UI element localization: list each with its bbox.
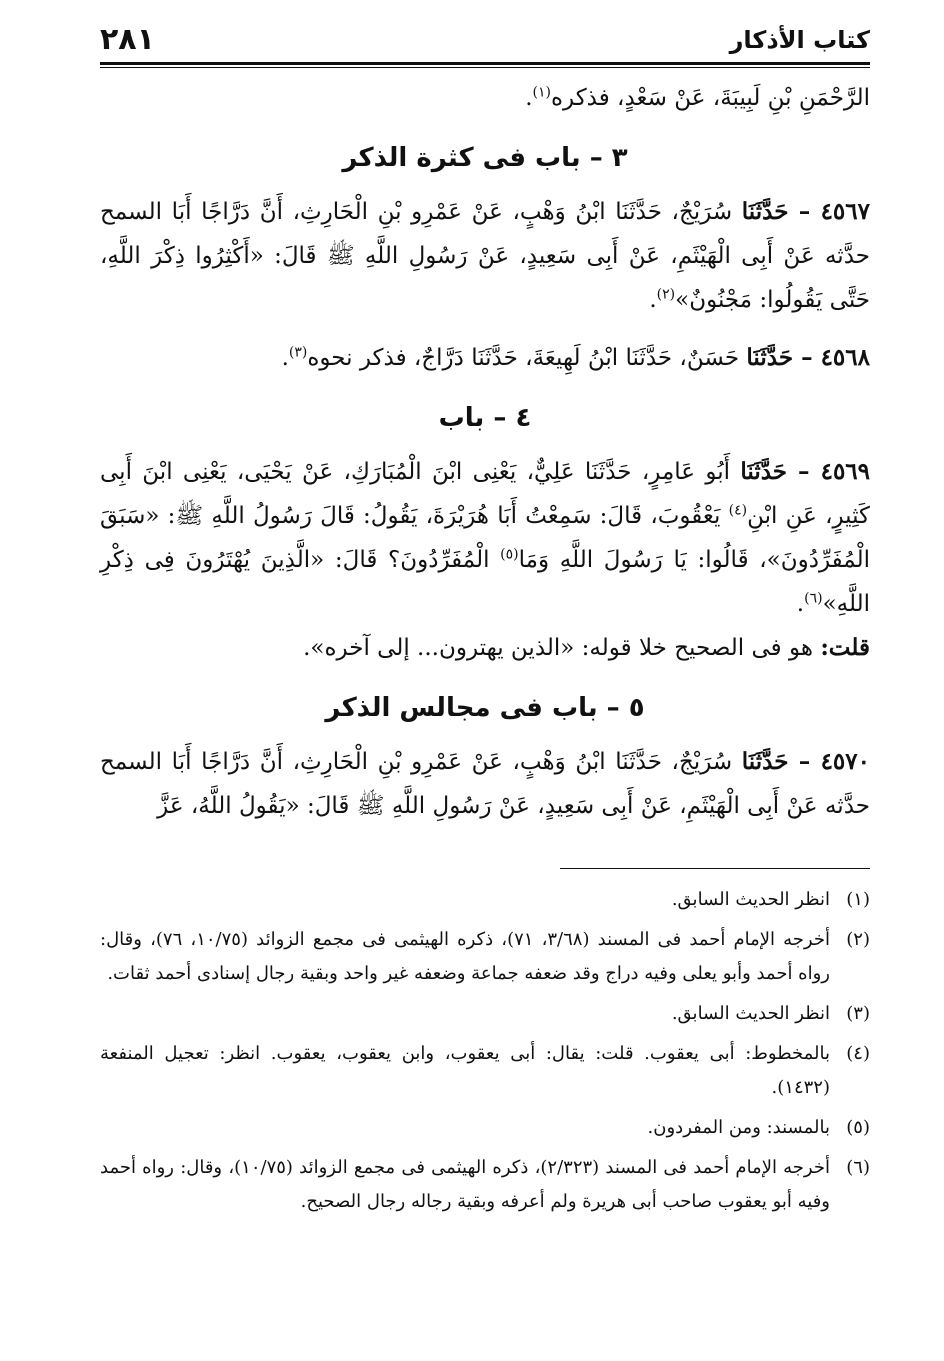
- footnote: [100, 1111, 870, 1145]
- main-text: [100, 76, 870, 828]
- hadith-text: أَبُو عَامِرٍ، حَدَّثَنَا عَلِيٌّ، يَعْنِى ابْنَ الْمُبَارَكِ، عَنْ يَحْيَى، يَعْنِى ابْنَ أَبِى كَثِيرٍ، عَنِ ابْنِ: [100, 459, 871, 529]
- hadith-paragraph: ٤٥٦٩ – حَدَّثَنَا أَبُو عَامِرٍ، حَدَّثَنَا عَلِيٌّ، يَعْنِى ابْنَ الْمُبَارَكِ، عَنْ يَحْيَى، يَعْنِى ابْنَ أَبِى كَثِيرٍ، عَنِ ابْنِ$^{(٤)}$ يَعْقُوبَ، قَالَ: سَمِعْتُ أَبَا هُرَيْرَةَ، يَقُولُ: قَالَ رَسُولُ اللَّهِ ﷺ: «سَبَقَ الْمُفَرِّدُونَ»، قَالُوا: يَا رَسُولَ اللَّهِ وَمَا$^{(٥)}$ الْمُفَرِّدُونَ؟ قَالَ: «الَّذِينَ يُهْتَرُونَ فِى ذِكْرِ اللَّهِ»$^{(٦)}$.: [100, 458, 871, 617]
- footnote-number: (٢): [846, 929, 870, 950]
- footnote-ref[interactable]: (٣): [288, 344, 308, 361]
- footnote-number: (٥): [846, 1117, 870, 1138]
- hadith-number: ٤٥٧٠ – حَدَّثَنَا: [741, 748, 870, 775]
- hadith-paragraph: ٤٥٦٧ – حَدَّثَنَا سُرَيْجٌ، حَدَّثَنَا ابْنُ وَهْبٍ، عَنْ عَمْرِو بْنِ الْحَارِثِ، أَنَّ دَرَّاجًا أَبَا السمح حدَّثه عَنْ أَبِى الْهَيْثَمِ، عَنْ أَبِى سَعِيدٍ، عَنْ رَسُولِ اللَّهِ ﷺ قَالَ: «أَكْثِرُوا ذِكْرَ اللَّهِ، حَتَّى يَقُولُوا: مَجْنُونٌ»$^{(٢)}$.: [100, 198, 870, 313]
- footnote-ref[interactable]: (١): [532, 84, 551, 101]
- footnote: [100, 1151, 870, 1219]
- footnote-number: (١): [846, 889, 870, 910]
- footnote-ref[interactable]: (٤): [728, 502, 748, 519]
- footnote: [100, 883, 870, 917]
- hadith-paragraph: [100, 740, 870, 828]
- footnote-text: بالمسند: ومن المفردون.: [647, 1117, 830, 1138]
- hadith-paragraph: ٤٥٦٨ – حَدَّثَنَا حَسَنٌ، حَدَّثَنَا ابْنُ لَهِيعَةَ، حَدَّثَنَا دَرَّاجٌ، فذكر نحوه$^{(٣)}$.: [281, 344, 870, 371]
- chapter-heading: ٣ – باب فى كثرة الذكر: [342, 143, 628, 173]
- footnote-ref[interactable]: (٦): [804, 590, 823, 607]
- footnote-number: (٣): [846, 1003, 870, 1024]
- page-number: ٢٨١: [100, 22, 155, 57]
- hadith-text: يَعْقُوبَ، قَالَ: سَمِعْتُ أَبَا هُرَيْرَةَ، يَقُولُ: قَالَ رَسُولُ اللَّهِ ﷺ: «سَبَقَ الْمُفَرِّدُونَ»، قَالُوا: يَا رَسُولَ اللَّهِ وَمَا: [100, 503, 871, 573]
- footnote: [100, 923, 870, 991]
- qult-label: قلت:: [820, 634, 870, 661]
- book-page: [100, 22, 870, 1225]
- footnote-text: انظر الحديث السابق.: [671, 889, 830, 910]
- qult-note: [100, 626, 870, 670]
- footnote-text: أخرجه الإمام أحمد فى المسند (٣/٦٨، ٧١)، ذكره الهيثمى فى مجمع الزوائد (١٠/٧٥، ٧٦)، وقال: رواه أحمد وأبو يعلى وفيه دراج وقد ضعفه جماعة وضعفه غير واحد وبقية رجال إسنادى أحمد ثقات.: [100, 929, 830, 984]
- hadith-text: الْمُفَرِّدُونَ؟ قَالَ: «الَّذِينَ يُهْتَرُونَ فِى ذِكْرِ اللَّهِ»: [100, 547, 870, 617]
- hadith-text: حَسَنٌ، حَدَّثَنَا ابْنُ لَهِيعَةَ، حَدَّثَنَا دَرَّاجٌ، فذكر نحوه: [307, 345, 740, 371]
- footnote-ref[interactable]: (٥): [500, 546, 519, 563]
- footnote-text: انظر الحديث السابق.: [671, 1003, 830, 1024]
- footnote-text: بالمخطوط: أبى يعقوب. قلت: يقال: أبى يعقوب، وابن يعقوب، يعقوب. انظر: تعجيل المنفعة (١٤٣٢).: [100, 1043, 830, 1098]
- running-title: كتاب الأذكار: [729, 26, 870, 54]
- continuation-paragraph: الرَّحْمَنِ بْنِ لَبِيبَةَ، عَنْ سَعْدٍ، فذكره$^{(١)}$.: [525, 84, 870, 111]
- hadith-text: سُرَيْجٌ، حَدَّثَنَا ابْنُ وَهْبٍ، عَنْ عَمْرِو بْنِ الْحَارِثِ، أَنَّ دَرَّاجًا أَبَا السمح حدَّثه عَنْ أَبِى الْهَيْثَمِ، عَنْ أَبِى سَعِيدٍ، عَنْ رَسُولِ اللَّهِ ﷺ قَالَ: «يَقُولُ اللَّهُ، عَزَّ: [100, 749, 870, 819]
- running-header: [100, 22, 870, 60]
- footnote-text: أخرجه الإمام أحمد فى المسند (٢/٣٢٣)، ذكره الهيثمى فى مجمع الزوائد (١٠/٧٥)، وقال: رواه أحمد وفيه أبو يعقوب صاحب أبى هريرة ولم أعرفه وبقية رجاله رجال الصحيح.: [100, 1157, 830, 1212]
- footnote-separator: [560, 868, 870, 869]
- footnotes: [100, 883, 870, 1219]
- footnote: [100, 997, 870, 1031]
- chapter-heading: ٤ – باب: [438, 403, 532, 433]
- hadith-number: ٤٥٦٧ – حَدَّثَنَا: [741, 198, 870, 225]
- hadith-text: سُرَيْجٌ، حَدَّثَنَا ابْنُ وَهْبٍ، عَنْ عَمْرِو بْنِ الْحَارِثِ، أَنَّ دَرَّاجًا أَبَا السمح حدَّثه عَنْ أَبِى الْهَيْثَمِ، عَنْ أَبِى سَعِيدٍ، عَنْ رَسُولِ اللَّهِ ﷺ قَالَ: «أَكْثِرُوا ذِكْرَ اللَّهِ، حَتَّى يَقُولُوا: مَجْنُونٌ»: [100, 199, 870, 313]
- footnote-number: (٦): [846, 1157, 870, 1178]
- footnote-number: (٤): [846, 1043, 870, 1064]
- hadith-number: ٤٥٦٩ – حَدَّثَنَا: [740, 458, 871, 485]
- chapter-heading: ٥ – باب فى مجالس الذكر: [325, 693, 645, 723]
- hadith-number: ٤٥٦٨ – حَدَّثَنَا: [746, 344, 870, 371]
- header-rule-thin: [100, 67, 870, 68]
- footnote-ref[interactable]: (٢): [656, 286, 676, 303]
- header-rule: [100, 62, 870, 65]
- footnote: [100, 1037, 870, 1105]
- qult-text: هو فى الصحيح خلا قوله: «الذين يهترون... إلى آخره».: [303, 635, 813, 661]
- continuation-text: الرَّحْمَنِ بْنِ لَبِيبَةَ، عَنْ سَعْدٍ، فذكره: [550, 85, 870, 111]
